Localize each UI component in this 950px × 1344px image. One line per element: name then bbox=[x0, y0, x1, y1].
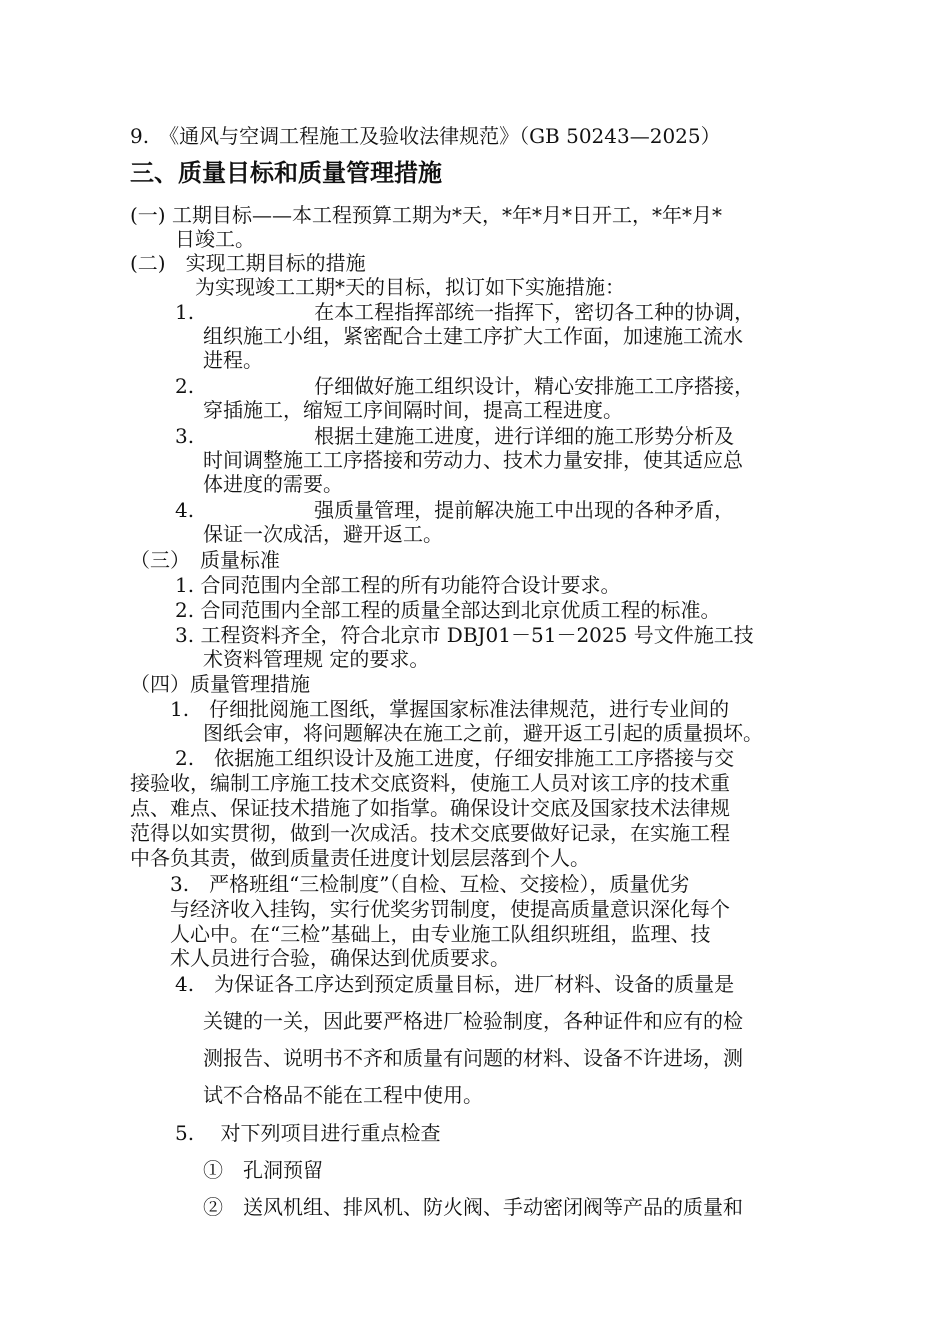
list-item-cont: 时间调整施工工序搭接和劳动力、技术力量安排，使其适应总 bbox=[203, 448, 743, 472]
subsection-heading: （三） 质量标准 bbox=[130, 548, 280, 572]
list-item: 3. 严格班组“三检制度”（自检、互检、交接检），质量优劣 bbox=[170, 872, 690, 896]
list-item-cont: 关键的一关，因此要严格进厂检验制度，各种证件和应有的检 bbox=[203, 1009, 743, 1033]
paragraph-line: 范得以如实贯彻，做到一次成活。技术交底要做好记录，在实施工程 bbox=[130, 821, 730, 845]
list-item: 1. 仔细批阅施工图纸，掌握国家标准法律规范，进行专业间的 bbox=[170, 697, 730, 721]
list-item: 1. 合同范围内全部工程的所有功能符合设计要求。 bbox=[175, 573, 621, 597]
standard-reference-9: 9. 《通风与空调工程施工及验收法律规范》（GB 50243—2025） bbox=[130, 124, 721, 148]
list-item-cont: 进程。 bbox=[203, 348, 263, 372]
schedule-target-line: 日竣工。 bbox=[175, 227, 255, 251]
list-item-cont: 图纸会审，将问题解决在施工之前，避开返工引起的质量损坏。 bbox=[203, 721, 763, 745]
list-item-cont: 体进度的需要。 bbox=[203, 472, 343, 496]
list-item: 4. 强质量管理，提前解决施工中出现的各种矛盾， bbox=[175, 498, 735, 522]
list-item: 4. 为保证各工序达到预定质量目标，进厂材料、设备的质量是 bbox=[175, 972, 735, 996]
list-item-cont: 测报告、说明书不齐和质量有问题的材料、设备不许进场，测 bbox=[203, 1046, 743, 1070]
list-item: 1. 在本工程指挥部统一指挥下，密切各工种的协调， bbox=[175, 300, 755, 324]
paragraph-line: 为实现竣工工期*天的目标，拟订如下实施措施： bbox=[195, 275, 625, 299]
subsection-heading: （四）质量管理措施 bbox=[130, 672, 310, 696]
list-item: 5. 对下列项目进行重点检查 bbox=[175, 1121, 441, 1145]
sub-list-item: ① 孔洞预留 bbox=[203, 1158, 323, 1182]
list-item-cont: 术资料管理规 定的要求。 bbox=[203, 647, 430, 671]
list-item: 2. 依据施工组织设计及施工进度，仔细安排施工工序搭接与交 bbox=[175, 746, 735, 770]
schedule-target-line: (一) 工期目标——本工程预算工期为*天，*年*月*日开工，*年*月* bbox=[130, 203, 722, 227]
list-item-cont: 组织施工小组，紧密配合土建工序扩大工作面，加速施工流水 bbox=[203, 324, 743, 348]
list-item-cont: 穿插施工，缩短工序间隔时间，提高工程进度。 bbox=[203, 398, 623, 422]
paragraph-line: 接验收，编制工序施工技术交底资料，使施工人员对该工序的技术重 bbox=[130, 771, 730, 795]
list-item: 3. 工程资料齐全，符合北京市 DBJ01－51－2025 号文件施工技 bbox=[175, 623, 754, 647]
subsection-heading: (二) 实现工期目标的措施 bbox=[130, 251, 366, 275]
section-heading: 三、质量目标和质量管理措施 bbox=[130, 159, 442, 187]
list-item-cont: 人心中。在“三检”基础上，由专业施工队组织班组，监理、技 bbox=[170, 922, 711, 946]
list-item-cont: 与经济收入挂钩，实行优奖劣罚制度，使提高质量意识深化每个 bbox=[170, 897, 730, 921]
list-item-cont: 试不合格品不能在工程中使用。 bbox=[203, 1083, 483, 1107]
list-item-cont: 术人员进行合验，确保达到优质要求。 bbox=[170, 946, 510, 970]
list-item-cont: 保证一次成活，避开返工。 bbox=[203, 522, 443, 546]
list-item: 2. 合同范围内全部工程的质量全部达到北京优质工程的标准。 bbox=[175, 598, 721, 622]
list-item: 2. 仔细做好施工组织设计，精心安排施工工序搭接， bbox=[175, 374, 755, 398]
paragraph-line: 点、难点、保证技术措施了如指掌。确保设计交底及国家技术法律规 bbox=[130, 796, 730, 820]
list-item: 3. 根据土建施工进度，进行详细的施工形势分析及 bbox=[175, 424, 735, 448]
sub-list-item: ② 送风机组、排风机、防火阀、手动密闭阀等产品的质量和 bbox=[203, 1195, 743, 1219]
paragraph-line: 中各负其责，做到质量责任进度计划层层落到个人。 bbox=[130, 846, 590, 870]
